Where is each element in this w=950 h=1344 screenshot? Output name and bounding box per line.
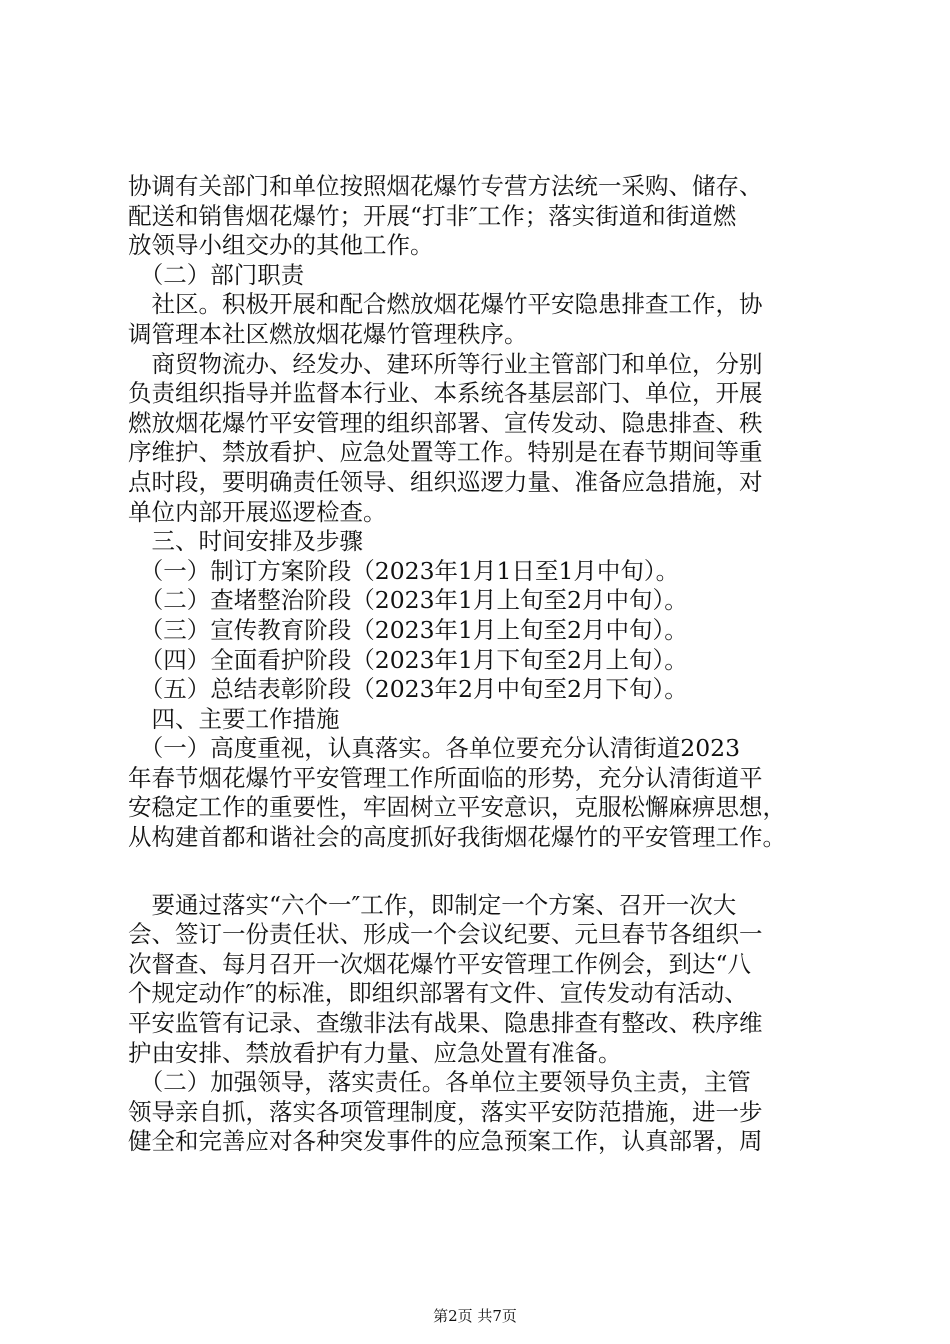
text-line: 序维护、禁放看护、应急处置等工作。特别是在春节期间等重 xyxy=(128,438,763,467)
text-line: （四）全面看护阶段（2023年1月下旬至2月上旬）。 xyxy=(128,645,688,674)
text-line: 负责组织指导并监督本行业、本系统各基层部门、单位，开展 xyxy=(128,379,763,408)
text-line: 从构建首都和谐社会的高度抓好我街烟花爆竹的平安管理工作。 xyxy=(128,823,786,852)
text-line: （五）总结表彰阶段（2023年2月中旬至2月下旬）。 xyxy=(128,675,688,704)
text-line: 点时段，要明确责任领导、组织巡逻力量、准备应急措施，对 xyxy=(128,467,763,496)
text-line: 年春节烟花爆竹平安管理工作所面临的形势，充分认清街道平 xyxy=(128,763,763,792)
text-line: 要通过落实“六个一″工作，即制定一个方案、召开一次大 xyxy=(128,890,737,919)
text-line: （二）查堵整治阶段（2023年1月上旬至2月中旬）。 xyxy=(128,586,688,615)
text-block-1 xyxy=(128,172,838,853)
text-line: 商贸物流办、经发办、建环所等行业主管部门和单位，分别 xyxy=(128,349,763,378)
text-line: （三）宣传教育阶段（2023年1月上旬至2月中旬）。 xyxy=(128,615,688,644)
text-line: 四、主要工作措施 xyxy=(128,704,340,733)
page-number-footer: 第2页 共7页 xyxy=(433,1307,517,1325)
text-line: （二）加强领导，落实责任。各单位主要领导负主责，主管 xyxy=(128,1068,751,1097)
text-block-2 xyxy=(128,891,838,1157)
text-line: 社区。积极开展和配合燃放烟花爆竹平安隐患排查工作，协 xyxy=(128,290,763,319)
paragraph-gap xyxy=(128,853,838,891)
text-line: （一）制订方案阶段（2023年1月1日至1月中旬）。 xyxy=(128,556,680,585)
text-line: 协调有关部门和单位按照烟花爆竹专营方法统一采购、储存、 xyxy=(128,172,763,200)
text-line: 燃放烟花爆竹平安管理的组织部署、宣传发动、隐患排查、秩 xyxy=(128,408,763,437)
text-line: 个规定动作″的标准，即组织部署有文件、宣传发动有活动、 xyxy=(128,979,748,1008)
body-text xyxy=(128,172,838,1157)
text-line: 会、签订一份责任状、形成一个会议纪要、元旦春节各组织一 xyxy=(128,920,763,949)
text-line: 健全和完善应对各种突发事件的应急预案工作，认真部署，周 xyxy=(128,1127,763,1156)
text-line: 平安监管有记录、查缴非法有战果、隐患排查有整改、秩序维 xyxy=(128,1009,763,1038)
text-line: 配送和销售烟花爆竹；开展“打非″工作；落实街道和街道燃 xyxy=(128,201,737,230)
text-line: 调管理本社区燃放烟花爆竹管理秩序。 xyxy=(128,319,528,348)
text-line: 三、时间安排及步骤 xyxy=(128,527,363,556)
text-line: 护由安排、禁放看护有力量、应急处置有准备。 xyxy=(128,1038,622,1067)
text-line: （一）高度重视，认真落实。各单位要充分认清街道2023 xyxy=(128,734,741,763)
text-line: 单位内部开展巡逻检查。 xyxy=(128,497,387,526)
text-line: 放领导小组交办的其他工作。 xyxy=(128,231,434,260)
text-line: （二）部门职责 xyxy=(128,260,305,289)
text-line: 领导亲自抓，落实各项管理制度，落实平安防范措施，进一步 xyxy=(128,1097,763,1126)
text-line: 安稳定工作的重要性，牢固树立平安意识，克服松懈麻痹思想， xyxy=(128,793,786,822)
text-line: 次督查、每月召开一次烟花爆竹平安管理工作例会，到达“八 xyxy=(128,949,752,978)
